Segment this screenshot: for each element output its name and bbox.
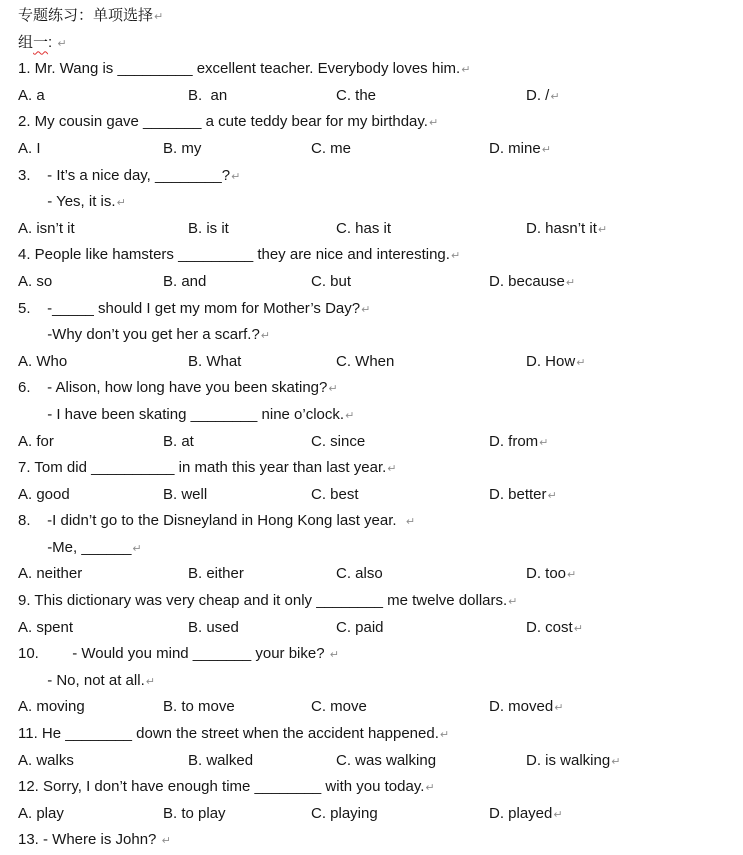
question-line-3	[18, 163, 737, 190]
question-text: - No, not at all.	[18, 671, 145, 689]
doc-title: 专题练习：单项选择	[18, 7, 154, 24]
question-text: 4. People like hamsters _________ they are nice and interesting.	[18, 246, 450, 264]
option-d: D. too	[526, 565, 567, 583]
option-d-cell	[489, 136, 737, 164]
option-c: C. move	[311, 698, 367, 716]
option-c: C. paid	[336, 618, 384, 636]
options-row-3	[18, 216, 737, 243]
question-line-11	[18, 721, 737, 748]
option-d-cell	[526, 748, 737, 776]
option-a: A. moving	[18, 698, 85, 716]
question-text: 9. This dictionary was very cheap and it only ________ me twelve dollars.	[18, 592, 508, 610]
option-d-cell	[489, 482, 737, 510]
paragraph-mark-icon: ↵	[547, 488, 557, 502]
option-c: C. playing	[311, 804, 378, 822]
option-d-cell	[526, 615, 737, 643]
option-c: C. When	[336, 352, 395, 370]
option-c: C. but	[311, 272, 352, 290]
question-line-10b	[18, 668, 737, 695]
question-text: 2. My cousin gave _______ a cute teddy bear for my birthday.	[18, 113, 428, 131]
option-a: A. Who	[18, 352, 68, 370]
options-row-11	[18, 748, 737, 775]
question-text: 8. -I didn’t go to the Disneyland in Hong Kong last year.	[18, 512, 405, 530]
option-d-cell	[526, 216, 737, 244]
question-line-3b	[18, 189, 737, 216]
question-line-8	[18, 508, 737, 535]
paragraph-mark-icon: ↵	[260, 329, 271, 343]
option-b: B. walked	[188, 751, 254, 769]
option-d-cell	[489, 694, 737, 722]
option-d-cell	[489, 269, 737, 297]
options-row-9	[18, 615, 737, 642]
spellcheck-wavy-word: 一	[33, 33, 49, 51]
question-text: 5. -_____ should I get my mom for Mother’s Day?	[18, 299, 361, 317]
paragraph-mark-icon: ↵	[597, 222, 608, 236]
paragraph-mark-icon: ↵	[450, 249, 461, 263]
question-text: - Yes, it is.	[18, 193, 116, 211]
question-text: -Me, ______	[18, 538, 132, 556]
paragraph-mark-icon: ↵	[554, 701, 564, 715]
question-line-7	[18, 455, 737, 482]
option-a: A. so	[18, 272, 53, 290]
option-d: D. played	[489, 804, 553, 822]
paragraph-mark-icon: ↵	[132, 541, 142, 555]
option-d-cell	[526, 561, 737, 589]
option-d: D. How	[526, 352, 576, 370]
paragraph-mark-icon: ↵	[329, 648, 339, 662]
option-a: A. I	[18, 139, 41, 157]
question-line-5b	[18, 322, 737, 349]
question-line-9	[18, 588, 737, 615]
paragraph-mark-icon: ↵	[550, 89, 560, 103]
question-line-2	[18, 109, 737, 136]
paragraph-mark-icon: ↵	[439, 728, 450, 742]
option-d: D. /	[526, 86, 550, 104]
paragraph-mark-icon: ↵	[405, 515, 416, 529]
options-row-7	[18, 482, 737, 509]
options-row-2	[18, 136, 737, 163]
options-row-12	[18, 801, 737, 828]
option-d: D. cost	[526, 618, 573, 636]
option-a: A. good	[18, 485, 70, 503]
option-c: C. since	[311, 432, 366, 450]
option-b: B. to move	[163, 698, 235, 716]
question-text: - I have been skating ________ nine o’clock.	[18, 405, 345, 423]
option-a: A. for	[18, 432, 54, 450]
question-line-4	[18, 242, 737, 269]
option-b: B. at	[163, 432, 194, 450]
paragraph-mark-icon: ↵	[161, 834, 171, 848]
paragraph-mark-icon: ↵	[145, 674, 155, 688]
option-c: C. has it	[336, 219, 392, 237]
group-label-line	[18, 30, 737, 57]
question-text: 1. Mr. Wang is _________ excellent teacher. Everybody loves him.	[18, 60, 461, 78]
doc-title-line	[18, 3, 737, 30]
question-text: 12. Sorry, I don’t have enough time ________ with you today.	[18, 778, 425, 796]
option-a: A. a	[18, 86, 45, 104]
paragraph-mark-icon: ↵	[567, 568, 577, 582]
options-row-1	[18, 83, 737, 110]
question-line-12	[18, 774, 737, 801]
paragraph-mark-icon: ↵	[231, 169, 241, 183]
option-b: B. an	[188, 86, 228, 104]
question-line-1	[18, 56, 737, 83]
paragraph-mark-icon: ↵	[553, 807, 563, 821]
option-a: A. spent	[18, 618, 74, 636]
paragraph-mark-icon: ↵	[565, 275, 576, 289]
paragraph-mark-icon: ↵	[328, 382, 338, 396]
option-b: B. well	[163, 485, 208, 503]
group-label-prefix: 组	[18, 33, 34, 51]
option-b: B. What	[188, 352, 242, 370]
question-text: -Why don’t you get her a scarf.?	[18, 326, 260, 344]
option-d: D. mine	[489, 139, 541, 157]
options-row-5	[18, 349, 737, 376]
paragraph-mark-icon: ↵	[116, 196, 126, 210]
option-b: B. to play	[163, 804, 226, 822]
option-c: C. the	[336, 86, 377, 104]
paragraph-mark-icon: ↵	[576, 355, 586, 369]
options-row-4	[18, 269, 737, 296]
option-b: B. and	[163, 272, 207, 290]
option-b: B. is it	[188, 219, 229, 237]
option-b: B. used	[188, 618, 239, 636]
question-line-13	[18, 827, 737, 854]
option-a: A. isn’t it	[18, 219, 75, 237]
paragraph-mark-icon: ↵	[508, 595, 518, 609]
paragraph-mark-icon: ↵	[611, 754, 621, 768]
options-row-8	[18, 561, 737, 588]
option-a: A. neither	[18, 565, 83, 583]
option-d: D. from	[489, 432, 539, 450]
option-b: B. my	[163, 139, 202, 157]
paragraph-mark-icon: ↵	[573, 621, 583, 635]
paragraph-mark-icon: ↵	[361, 302, 371, 316]
group-label-suffix: :	[48, 33, 57, 51]
option-c: C. best	[311, 485, 359, 503]
option-c: C. me	[311, 139, 352, 157]
paragraph-mark-icon: ↵	[154, 10, 164, 23]
option-d: D. because	[489, 272, 565, 290]
option-c: C. was walking	[336, 751, 437, 769]
option-b: B. either	[188, 565, 244, 583]
option-a: A. walks	[18, 751, 74, 769]
question-text: 7. Tom did __________ in math this year than last year.	[18, 459, 387, 477]
option-d: D. moved	[489, 698, 554, 716]
question-line-8b	[18, 535, 737, 562]
option-c: C. also	[336, 565, 383, 583]
question-text: 10. - Would you mind _______ your bike?	[18, 645, 329, 663]
options-row-6	[18, 429, 737, 456]
question-text: 11. He ________ down the street when the accident happened.	[18, 725, 439, 743]
group-label	[18, 34, 56, 51]
question-text: 6. - Alison, how long have you been skating?	[18, 379, 328, 397]
paragraph-mark-icon: ↵	[425, 781, 435, 795]
option-d-cell	[489, 429, 737, 457]
option-d: D. hasn’t it	[526, 219, 597, 237]
question-text: 13. - Where is John?	[18, 831, 161, 849]
question-line-6b	[18, 402, 737, 429]
option-d-cell	[489, 801, 737, 829]
paragraph-mark-icon: ↵	[387, 462, 397, 476]
paragraph-mark-icon: ↵	[428, 116, 439, 130]
paragraph-mark-icon: ↵	[57, 36, 67, 50]
paragraph-mark-icon: ↵	[461, 63, 471, 77]
option-a: A. play	[18, 804, 64, 822]
option-d-cell	[526, 349, 737, 377]
question-line-5	[18, 296, 737, 323]
options-row-10	[18, 694, 737, 721]
option-d: D. better	[489, 485, 547, 503]
paragraph-mark-icon: ↵	[539, 435, 549, 449]
option-d: D. is walking	[526, 751, 611, 769]
question-line-10	[18, 641, 737, 668]
question-text: 3. - It’s a nice day, ________?	[18, 166, 231, 184]
paragraph-mark-icon: ↵	[541, 142, 551, 156]
question-line-6	[18, 375, 737, 402]
option-d-cell	[526, 83, 737, 111]
paragraph-mark-icon: ↵	[345, 408, 355, 422]
